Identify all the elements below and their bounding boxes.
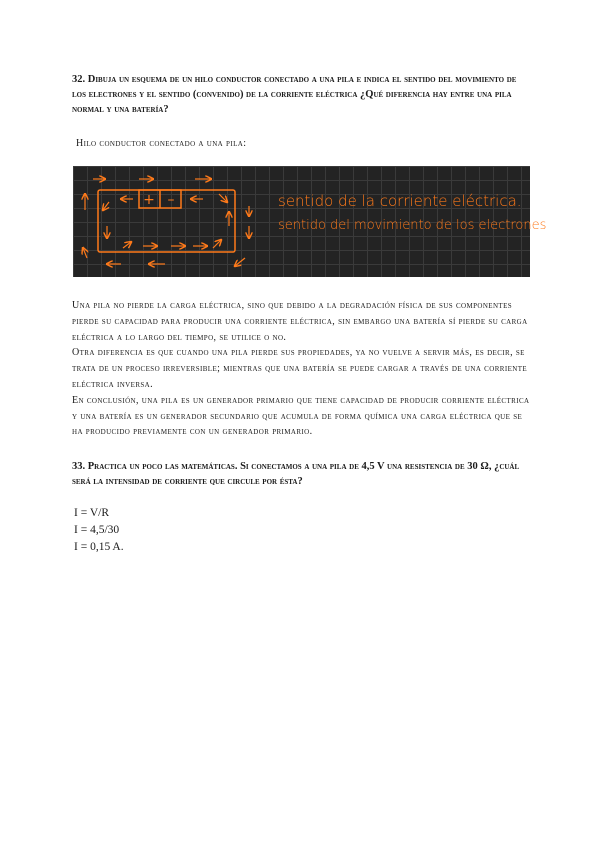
arrow: [235, 258, 245, 266]
wire-loop: [98, 190, 235, 252]
battery-minus-label: –: [167, 192, 175, 208]
arrows: [83, 179, 249, 266]
answer-32-paragraph: En conclusión, una pila es un generador primario que tiene capacidad de producir corriente eléctrica y una batería es un generador secundario que acumula de forma química una carga eléctrica que se ha producido previamente con un generador primario.: [72, 394, 530, 438]
arrow: [83, 248, 87, 258]
arrow: [123, 242, 131, 248]
answer-33: [74, 505, 124, 556]
formula-line: I = 0,15 A.: [74, 541, 124, 553]
circuit-diagram: [73, 166, 547, 277]
battery-plus-label: +: [143, 192, 155, 208]
diagram-caption: Hilo conductor conectado a una pila:: [76, 138, 247, 149]
question-32-title: 32. Dibuja un esquema de un hilo conductor conectado a una pila e indica el sentido del movimiento de los electrones y el sentido (convenido) de la corriente eléctrica ¿Qué diferencia hay entre una pila normal y una batería?: [72, 74, 517, 115]
arrow: [103, 202, 109, 210]
formula-line: I = V/R: [74, 507, 110, 519]
formula-line: I = 4,5/30: [74, 524, 120, 536]
answer-32-paragraph: Otra diferencia es que cuando una pila pierde sus propiedades, ya no vuelve a servir más, es decir, se trata de un proceso irreversible; mientras que una batería se puede cargar a través de una corriente eléctrica inversa.: [72, 347, 528, 390]
legend-current-direction: sentido de la corriente eléctrica.: [278, 192, 522, 210]
arrow: [213, 240, 221, 248]
legend-electron-direction: sentido del movimiento de los electrones: [278, 218, 547, 233]
question-33-title: 33. Practica un poco las matemáticas. Si conectamos a una pila de 4,5 V una resistencia de 30 Ω, ¿cuál será la intensidad de corriente que circule por ésta?: [72, 461, 520, 487]
answer-32: [72, 298, 532, 440]
arrow: [219, 194, 227, 202]
answer-32-paragraph: Una pila no pierde la carga eléctrica, sino que debido a la degradación física de sus componentes pierde su capacidad para producir una corriente eléctrica, sin embargo una batería sí pierde su carga eléctrica a lo largo del tiempo, se utilice o no.: [72, 300, 528, 343]
